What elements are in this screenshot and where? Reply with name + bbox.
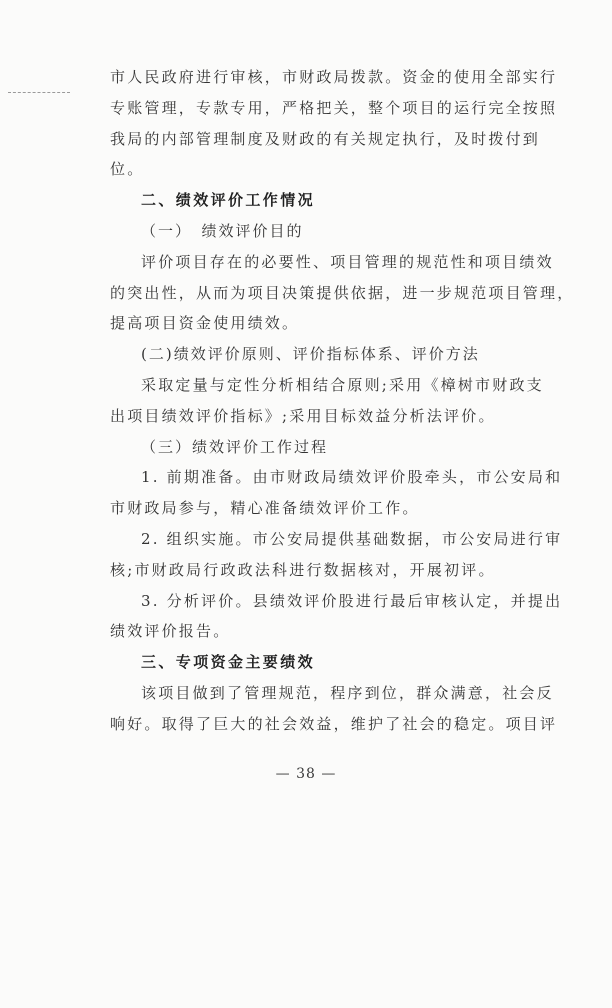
body-line: 绩效评价报告。 bbox=[110, 622, 231, 641]
body-line: 3. 分析评价。县绩效评价股进行最后审核认定，并提出 bbox=[141, 591, 563, 610]
subsection-heading-1: （一） 绩效评价目的 bbox=[141, 221, 304, 240]
section-heading-3: 三、专项资金主要绩效 bbox=[141, 653, 316, 672]
page-number: — 38 — bbox=[275, 766, 337, 782]
body-line: 该项目做到了管理规范，程序到位，群众满意，社会反 bbox=[141, 683, 554, 702]
body-line: 出项目绩效评价指标》;采用目标效益分析法评价。 bbox=[110, 406, 496, 425]
subsection-heading-2: (二)绩效评价原则、评价指标体系、评价方法 bbox=[141, 345, 480, 364]
scan-artifact-line bbox=[8, 92, 70, 94]
body-line: 专账管理，专款专用，严格把关，整个项目的运行完全按照 bbox=[110, 98, 558, 117]
body-line: 位。 bbox=[110, 160, 145, 179]
body-line: 的突出性，从而为项目决策提供依据，进一步规范项目管理， bbox=[110, 283, 575, 302]
body-line: 1. 前期准备。由市财政局绩效评价股牵头，市公安局和 bbox=[141, 468, 563, 487]
body-line: 响好。取得了巨大的社会效益，维护了社会的稳定。项目评 bbox=[110, 714, 558, 733]
body-line: 我局的内部管理制度及财政的有关规定执行，及时拨付到 bbox=[110, 129, 541, 148]
document-body bbox=[110, 62, 575, 740]
subsection-heading-3: （三）绩效评价工作过程 bbox=[141, 437, 329, 456]
body-line: 市财政局参与，精心准备绩效评价工作。 bbox=[110, 499, 420, 518]
body-line: 2. 组织实施。市公安局提供基础数据，市公安局进行审 bbox=[141, 529, 563, 548]
body-line: 采取定量与定性分析相结合原则;采用《樟树市财政支 bbox=[141, 375, 544, 394]
body-line: 核;市财政局行政政法科进行数据核对，开展初评。 bbox=[110, 560, 496, 579]
body-line: 评价项目存在的必要性、项目管理的规范性和项目绩效 bbox=[141, 252, 554, 271]
body-line: 提高项目资金使用绩效。 bbox=[110, 314, 300, 333]
body-line: 市人民政府进行审核，市财政局拨款。资金的使用全部实行 bbox=[110, 68, 558, 86]
section-heading-2: 二、绩效评价工作情况 bbox=[141, 191, 316, 210]
